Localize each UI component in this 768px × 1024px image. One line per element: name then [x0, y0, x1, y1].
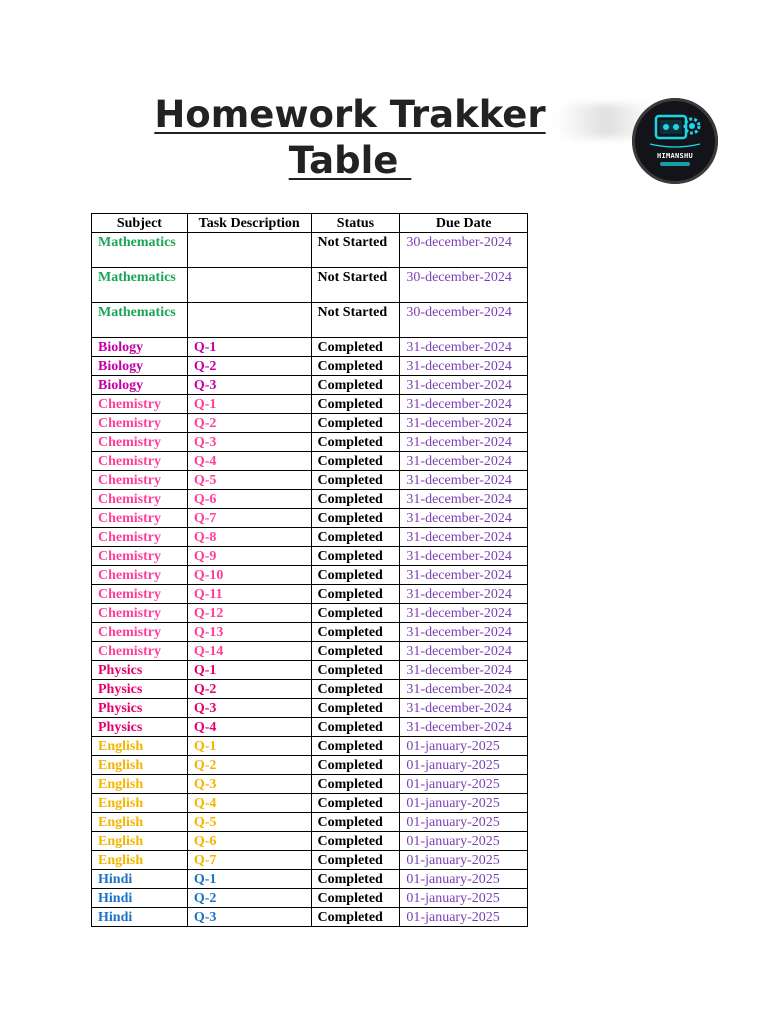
status-cell: Completed — [311, 737, 400, 756]
task-cell: Q-12 — [187, 604, 311, 623]
subject-cell: Biology — [92, 376, 188, 395]
table-row — [92, 661, 528, 680]
subject-cell: Physics — [92, 699, 188, 718]
subject-cell: Mathematics — [92, 303, 188, 338]
status-cell: Completed — [311, 832, 400, 851]
due-date-cell: 31-december-2024 — [400, 566, 528, 585]
task-cell: Q-5 — [187, 813, 311, 832]
task-cell: Q-3 — [187, 775, 311, 794]
status-cell: Completed — [311, 851, 400, 870]
table-row — [92, 737, 528, 756]
table-row — [92, 452, 528, 471]
due-date-cell: 31-december-2024 — [400, 509, 528, 528]
task-cell: Q-2 — [187, 414, 311, 433]
subject-cell: Chemistry — [92, 585, 188, 604]
header-status: Status — [311, 214, 400, 233]
subject-cell: English — [92, 832, 188, 851]
subject-cell: Mathematics — [92, 268, 188, 303]
due-date-cell: 31-december-2024 — [400, 623, 528, 642]
table-row — [92, 528, 528, 547]
subject-cell: Biology — [92, 338, 188, 357]
table-row — [92, 547, 528, 566]
due-date-cell: 01-january-2025 — [400, 832, 528, 851]
status-cell: Completed — [311, 547, 400, 566]
due-date-cell: 30-december-2024 — [400, 303, 528, 338]
task-cell — [187, 268, 311, 303]
homework-table — [91, 213, 528, 927]
table-row — [92, 566, 528, 585]
status-cell: Completed — [311, 756, 400, 775]
task-cell: Q-13 — [187, 623, 311, 642]
subject-cell: Chemistry — [92, 547, 188, 566]
task-cell — [187, 303, 311, 338]
task-cell: Q-3 — [187, 376, 311, 395]
table-row — [92, 851, 528, 870]
subject-cell: Hindi — [92, 908, 188, 927]
due-date-cell: 01-january-2025 — [400, 870, 528, 889]
task-cell: Q-1 — [187, 737, 311, 756]
status-cell: Completed — [311, 661, 400, 680]
subject-cell: Hindi — [92, 870, 188, 889]
table-row — [92, 433, 528, 452]
task-cell: Q-2 — [187, 756, 311, 775]
task-cell: Q-1 — [187, 338, 311, 357]
task-cell: Q-3 — [187, 908, 311, 927]
status-cell: Completed — [311, 889, 400, 908]
logo — [632, 98, 718, 184]
due-date-cell: 31-december-2024 — [400, 452, 528, 471]
due-date-cell: 31-december-2024 — [400, 433, 528, 452]
subject-cell: English — [92, 813, 188, 832]
status-cell: Not Started — [311, 268, 400, 303]
table-header-row — [92, 214, 528, 233]
status-cell: Completed — [311, 813, 400, 832]
due-date-cell: 31-december-2024 — [400, 585, 528, 604]
due-date-cell: 31-december-2024 — [400, 338, 528, 357]
table-row — [92, 775, 528, 794]
table-row — [92, 680, 528, 699]
table-row — [92, 490, 528, 509]
task-cell: Q-4 — [187, 794, 311, 813]
due-date-cell: 01-january-2025 — [400, 737, 528, 756]
table-row — [92, 233, 528, 268]
subject-cell: English — [92, 794, 188, 813]
title-line-2: Table — [288, 139, 412, 182]
table-row — [92, 357, 528, 376]
subject-cell: Chemistry — [92, 471, 188, 490]
task-cell: Q-10 — [187, 566, 311, 585]
table-row — [92, 908, 528, 927]
task-cell: Q-4 — [187, 452, 311, 471]
due-date-cell: 31-december-2024 — [400, 547, 528, 566]
header-task-description: Task Description — [187, 214, 311, 233]
subject-cell: Chemistry — [92, 414, 188, 433]
status-cell: Completed — [311, 433, 400, 452]
due-date-cell: 31-december-2024 — [400, 357, 528, 376]
table-row — [92, 794, 528, 813]
due-date-cell: 01-january-2025 — [400, 756, 528, 775]
task-cell: Q-11 — [187, 585, 311, 604]
table-row — [92, 889, 528, 908]
status-cell: Completed — [311, 794, 400, 813]
subject-cell: Biology — [92, 357, 188, 376]
table-row — [92, 756, 528, 775]
header-due-date: Due Date — [400, 214, 528, 233]
due-date-cell: 31-december-2024 — [400, 490, 528, 509]
task-cell: Q-7 — [187, 851, 311, 870]
status-cell: Completed — [311, 490, 400, 509]
subject-cell: Chemistry — [92, 604, 188, 623]
status-cell: Not Started — [311, 303, 400, 338]
task-cell: Q-3 — [187, 433, 311, 452]
due-date-cell: 31-december-2024 — [400, 528, 528, 547]
table-row — [92, 338, 528, 357]
task-cell: Q-9 — [187, 547, 311, 566]
status-cell: Completed — [311, 414, 400, 433]
status-cell: Completed — [311, 623, 400, 642]
subject-cell: Chemistry — [92, 623, 188, 642]
due-date-cell: 31-december-2024 — [400, 680, 528, 699]
status-cell: Completed — [311, 718, 400, 737]
task-cell: Q-1 — [187, 395, 311, 414]
table-row — [92, 268, 528, 303]
due-date-cell: 31-december-2024 — [400, 414, 528, 433]
subject-cell: Chemistry — [92, 490, 188, 509]
table-row — [92, 623, 528, 642]
table-row — [92, 414, 528, 433]
subject-cell: English — [92, 775, 188, 794]
due-date-cell: 31-december-2024 — [400, 395, 528, 414]
task-cell: Q-4 — [187, 718, 311, 737]
task-cell: Q-1 — [187, 661, 311, 680]
task-cell: Q-2 — [187, 357, 311, 376]
table-body — [92, 233, 528, 927]
status-cell: Completed — [311, 338, 400, 357]
due-date-cell: 31-december-2024 — [400, 376, 528, 395]
subject-cell: Chemistry — [92, 395, 188, 414]
task-cell: Q-3 — [187, 699, 311, 718]
task-cell: Q-6 — [187, 490, 311, 509]
status-cell: Not Started — [311, 233, 400, 268]
subject-cell: Chemistry — [92, 433, 188, 452]
subject-cell: Chemistry — [92, 566, 188, 585]
due-date-cell: 31-december-2024 — [400, 718, 528, 737]
status-cell: Completed — [311, 680, 400, 699]
task-cell: Q-1 — [187, 870, 311, 889]
table-row — [92, 699, 528, 718]
subject-cell: Chemistry — [92, 642, 188, 661]
table-row — [92, 870, 528, 889]
page-title — [150, 92, 550, 184]
subject-cell: English — [92, 756, 188, 775]
task-cell — [187, 233, 311, 268]
status-cell: Completed — [311, 642, 400, 661]
status-cell: Completed — [311, 870, 400, 889]
subject-cell: Chemistry — [92, 528, 188, 547]
status-cell: Completed — [311, 452, 400, 471]
table-row — [92, 395, 528, 414]
table-row — [92, 303, 528, 338]
due-date-cell: 01-january-2025 — [400, 775, 528, 794]
subject-cell: Hindi — [92, 889, 188, 908]
table-row — [92, 813, 528, 832]
table-row — [92, 376, 528, 395]
task-cell: Q-5 — [187, 471, 311, 490]
status-cell: Completed — [311, 471, 400, 490]
due-date-cell: 01-january-2025 — [400, 813, 528, 832]
task-cell: Q-6 — [187, 832, 311, 851]
table-row — [92, 471, 528, 490]
title-line-1: Homework Trakker — [154, 93, 546, 136]
status-cell: Completed — [311, 509, 400, 528]
due-date-cell: 01-january-2025 — [400, 794, 528, 813]
due-date-cell: 31-december-2024 — [400, 642, 528, 661]
table-row — [92, 642, 528, 661]
task-cell: Q-14 — [187, 642, 311, 661]
due-date-cell: 01-january-2025 — [400, 908, 528, 927]
table-row — [92, 509, 528, 528]
status-cell: Completed — [311, 376, 400, 395]
status-cell: Completed — [311, 395, 400, 414]
status-cell: Completed — [311, 604, 400, 623]
task-cell: Q-2 — [187, 889, 311, 908]
subject-cell: Mathematics — [92, 233, 188, 268]
due-date-cell: 01-january-2025 — [400, 851, 528, 870]
subject-cell: Chemistry — [92, 452, 188, 471]
due-date-cell: 30-december-2024 — [400, 268, 528, 303]
status-cell: Completed — [311, 775, 400, 794]
logo-text: HIMANSHU — [656, 152, 694, 160]
table-row — [92, 718, 528, 737]
status-cell: Completed — [311, 528, 400, 547]
subject-cell: Physics — [92, 680, 188, 699]
status-cell: Completed — [311, 699, 400, 718]
subject-cell: English — [92, 851, 188, 870]
due-date-cell: 30-december-2024 — [400, 233, 528, 268]
status-cell: Completed — [311, 908, 400, 927]
due-date-cell: 31-december-2024 — [400, 699, 528, 718]
status-cell: Completed — [311, 566, 400, 585]
table-row — [92, 585, 528, 604]
subject-cell: Chemistry — [92, 509, 188, 528]
due-date-cell: 31-december-2024 — [400, 661, 528, 680]
subject-cell: Physics — [92, 718, 188, 737]
status-cell: Completed — [311, 585, 400, 604]
subject-cell: English — [92, 737, 188, 756]
header-subject: Subject — [92, 214, 188, 233]
due-date-cell: 01-january-2025 — [400, 889, 528, 908]
logo-emblem-icon — [632, 98, 718, 184]
subject-cell: Physics — [92, 661, 188, 680]
task-cell: Q-2 — [187, 680, 311, 699]
task-cell: Q-7 — [187, 509, 311, 528]
task-cell: Q-8 — [187, 528, 311, 547]
due-date-cell: 31-december-2024 — [400, 471, 528, 490]
table-row — [92, 832, 528, 851]
table-row — [92, 604, 528, 623]
status-cell: Completed — [311, 357, 400, 376]
due-date-cell: 31-december-2024 — [400, 604, 528, 623]
